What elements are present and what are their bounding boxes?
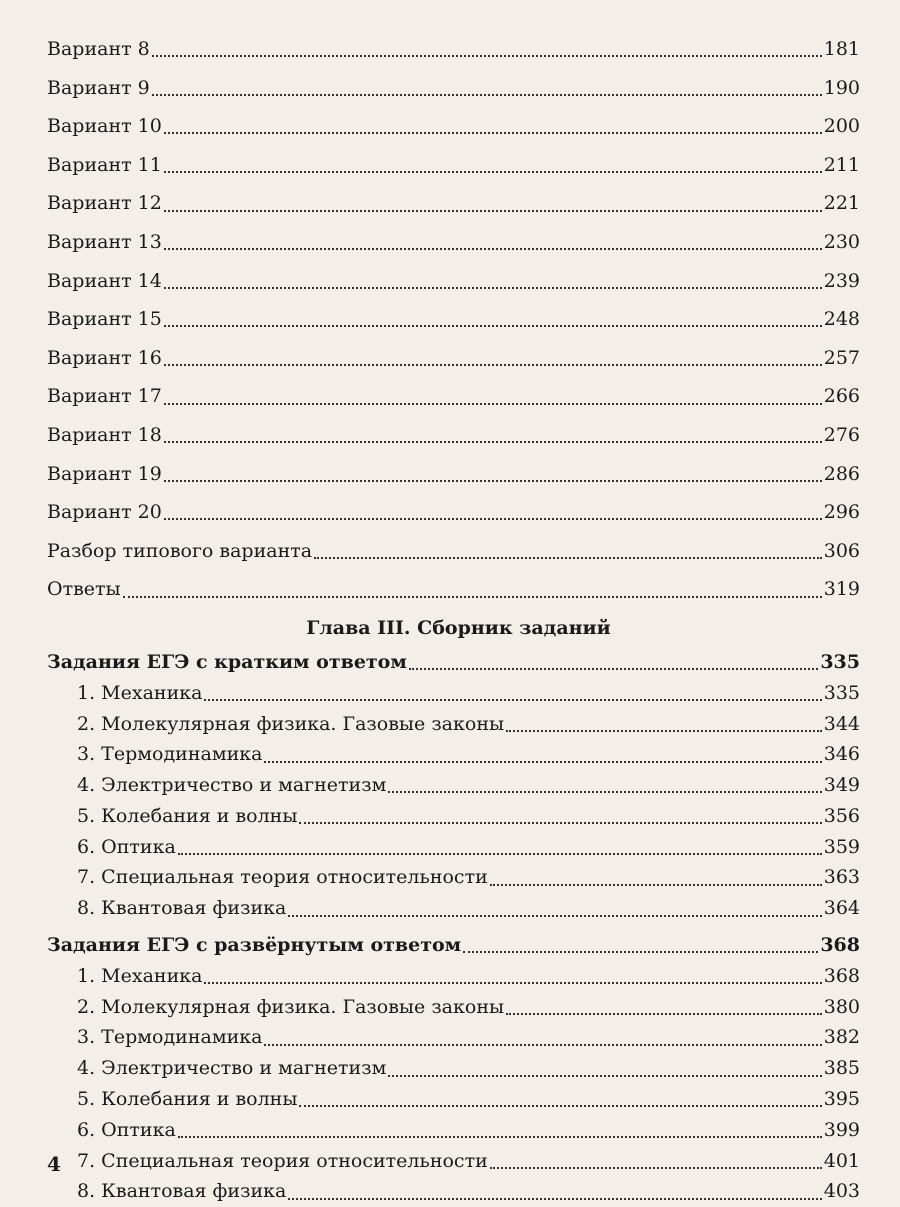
entry-page-number: 200 (823, 115, 860, 138)
entry-label: Ответы (47, 578, 121, 601)
entry-page-number: 380 (823, 995, 860, 1018)
entry-label: Вариант 10 (47, 115, 162, 138)
entry-page-number: 395 (823, 1088, 860, 1111)
entry-page-number: 349 (823, 774, 860, 797)
entry-page-number: 211 (823, 153, 860, 176)
entry-page-number: 319 (823, 578, 860, 601)
entry-label: Разбор типового варианта (47, 539, 313, 562)
long-section-page: 368 (820, 934, 860, 957)
long-section-entry (47, 1146, 860, 1177)
entry-page-number: 356 (823, 804, 860, 827)
entry-label: 3. Термодинамика (77, 743, 263, 766)
leader-dots (204, 982, 821, 984)
long-section-entry (47, 1022, 860, 1053)
leader-dots (178, 853, 822, 855)
long-section-entry (47, 1176, 860, 1207)
short-section-title: Задания ЕГЭ с кратким ответом (47, 650, 407, 673)
long-section-entry (47, 1084, 860, 1115)
entry-label: 5. Колебания и волны (77, 1088, 298, 1111)
leader-dots (490, 884, 822, 886)
entry-page-number: 368 (823, 964, 860, 987)
entry-label: Вариант 16 (47, 346, 162, 369)
entry-label: 7. Специальная теория относительности (77, 866, 488, 889)
leader-dots (463, 951, 818, 953)
leader-dots (123, 596, 822, 598)
leader-dots (164, 171, 822, 173)
leader-dots (388, 791, 821, 793)
leader-dots (152, 55, 822, 57)
leader-dots (204, 699, 821, 701)
chapter-title: Глава III. Сборник заданий (306, 616, 611, 639)
leader-dots (164, 403, 822, 405)
leader-dots (152, 94, 822, 96)
long-section-entry (47, 1053, 860, 1084)
toc-entry (47, 184, 860, 223)
entry-page-number: 190 (823, 76, 860, 99)
entry-label: Вариант 8 (47, 38, 150, 60)
leader-dots (288, 915, 821, 917)
entry-label: 7. Специальная теория относительности (77, 1149, 488, 1172)
entry-label: Вариант 12 (47, 192, 162, 215)
leader-dots (314, 557, 822, 559)
short-section-entry (47, 801, 860, 832)
entry-label: Вариант 17 (47, 385, 162, 408)
entry-label: 1. Механика (77, 964, 203, 987)
leader-dots (164, 364, 822, 366)
toc-entry (47, 339, 860, 378)
toc-entry (47, 493, 860, 532)
toc-entry (47, 262, 860, 301)
short-section-entry (47, 770, 860, 801)
toc-entry (47, 377, 860, 416)
entry-label: 1. Механика (77, 681, 203, 704)
long-section-title: Задания ЕГЭ с развёрнутым ответом (47, 934, 462, 957)
leader-dots (264, 761, 821, 763)
long-section-entry (47, 992, 860, 1023)
table-of-contents (47, 30, 860, 1207)
entry-label: 8. Квантовая физика (77, 897, 287, 920)
leader-dots (299, 822, 821, 824)
long-section-heading (47, 930, 860, 961)
toc-entry (47, 146, 860, 185)
entry-label: 4. Электричество и магнетизм (77, 774, 387, 797)
entry-page-number: 399 (823, 1118, 860, 1141)
short-section-page: 335 (820, 650, 860, 673)
page-number: 4 (47, 1152, 61, 1176)
short-section-entry (47, 832, 860, 863)
leader-dots (178, 1136, 822, 1138)
entry-label: Вариант 11 (47, 153, 162, 176)
leader-dots (388, 1075, 821, 1077)
entry-page-number: 276 (823, 423, 860, 446)
entry-label: Вариант 15 (47, 308, 162, 331)
entry-page-number: 181 (823, 38, 860, 60)
toc-entry (47, 30, 860, 69)
entry-page-number: 286 (823, 462, 860, 485)
entry-page-number: 403 (823, 1180, 860, 1203)
leader-dots (164, 480, 822, 482)
entry-page-number: 401 (823, 1149, 860, 1172)
leader-dots (506, 1013, 822, 1015)
short-section-entry (47, 678, 860, 709)
long-section-entry (47, 961, 860, 992)
entry-label: Вариант 18 (47, 423, 162, 446)
entry-page-number: 257 (823, 346, 860, 369)
long-section-entry (47, 1115, 860, 1146)
leader-dots (490, 1167, 822, 1169)
leader-dots (164, 248, 822, 250)
leader-dots (164, 287, 822, 289)
entry-label: 6. Оптика (77, 835, 176, 858)
entry-label: Вариант 13 (47, 230, 162, 253)
entry-page-number: 266 (823, 385, 860, 408)
long-section-items (47, 961, 860, 1207)
toc-entry (47, 107, 860, 146)
short-section-items (47, 678, 860, 924)
entry-page-number: 248 (823, 308, 860, 331)
leader-dots (164, 441, 822, 443)
toc-entry (47, 532, 860, 571)
leader-dots (299, 1105, 821, 1107)
entry-label: Вариант 19 (47, 462, 162, 485)
short-section-entry (47, 709, 860, 740)
entry-label: 4. Электричество и магнетизм (77, 1057, 387, 1080)
entry-label: 2. Молекулярная физика. Газовые законы (77, 712, 505, 735)
entry-page-number: 385 (823, 1057, 860, 1080)
entry-page-number: 344 (823, 712, 860, 735)
entry-label: Вариант 20 (47, 501, 162, 524)
leader-dots (264, 1044, 821, 1046)
entry-page-number: 359 (823, 835, 860, 858)
entry-page-number: 239 (823, 269, 860, 292)
entry-page-number: 221 (823, 192, 860, 215)
toc-entry (47, 455, 860, 494)
entry-page-number: 296 (823, 501, 860, 524)
leader-dots (164, 325, 822, 327)
toc-entry (47, 416, 860, 455)
entry-page-number: 363 (823, 866, 860, 889)
short-section-entry (47, 862, 860, 893)
entry-label: 3. Термодинамика (77, 1026, 263, 1049)
toc-entry (47, 69, 860, 108)
entry-label: Вариант 9 (47, 76, 150, 99)
short-section-entry (47, 739, 860, 770)
entry-page-number: 346 (823, 743, 860, 766)
entry-page-number: 306 (823, 539, 860, 562)
short-section-entry (47, 893, 860, 924)
toc-entry (47, 570, 860, 609)
entry-label: Вариант 14 (47, 269, 162, 292)
leader-dots (409, 668, 818, 670)
entry-label: 2. Молекулярная физика. Газовые законы (77, 995, 505, 1018)
leader-dots (164, 210, 822, 212)
leader-dots (506, 730, 822, 732)
entry-page-number: 364 (823, 897, 860, 920)
leader-dots (164, 132, 822, 134)
toc-entry (47, 223, 860, 262)
variants-list (47, 30, 860, 609)
leader-dots (164, 518, 822, 520)
entry-page-number: 230 (823, 230, 860, 253)
entry-page-number: 382 (823, 1026, 860, 1049)
entry-label: 8. Квантовая физика (77, 1180, 287, 1203)
entry-page-number: 335 (823, 681, 860, 704)
toc-entry (47, 300, 860, 339)
entry-label: 6. Оптика (77, 1118, 176, 1141)
short-section-heading (47, 647, 860, 678)
entry-label: 5. Колебания и волны (77, 804, 298, 827)
